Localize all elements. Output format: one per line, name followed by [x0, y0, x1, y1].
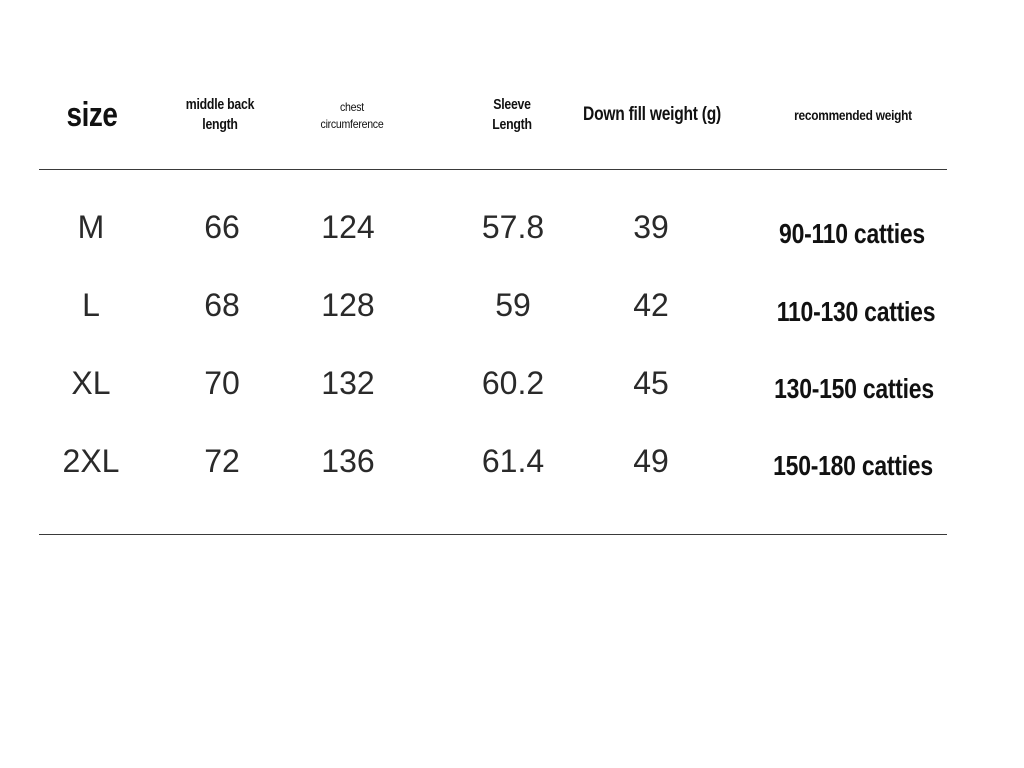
cell-recommended-weight: 90-110 catties	[779, 218, 925, 249]
header-chest-circumference-line-1: chest	[340, 100, 364, 114]
cell-recommended-weight: 110-130 catties	[776, 296, 936, 327]
footer-divider	[39, 534, 947, 535]
cell-chest-circumference: 136	[321, 443, 375, 479]
header-down-fill-weight: Down fill weight (g)	[583, 104, 721, 125]
header-recommended-weight: recommended weight	[794, 107, 912, 123]
cell-size: M	[77, 209, 105, 245]
cell-sleeve-length: 59	[495, 287, 531, 323]
cell-down-fill-weight: 49	[633, 443, 669, 479]
cell-sleeve-length: 61.4	[481, 443, 545, 479]
cell-size: XL	[71, 365, 111, 401]
cell-size: L	[82, 287, 100, 323]
header-chest-circumference	[321, 99, 384, 133]
header-divider	[39, 169, 947, 170]
header-chest-circumference-line-2: circumference	[320, 117, 384, 131]
cell-chest-circumference: 124	[321, 209, 375, 245]
cell-chest-circumference: 132	[321, 365, 375, 401]
cell-recommended-weight: 130-150 catties	[774, 373, 934, 404]
header-sleeve-length-line-2: Length	[492, 116, 532, 133]
header-size: size	[66, 96, 118, 134]
cell-middle-back-length: 68	[204, 287, 240, 323]
header-middle-back-length	[186, 95, 254, 135]
cell-sleeve-length: 57.8	[481, 209, 545, 245]
header-middle-back-length-line-1: middle back	[185, 96, 255, 113]
cell-down-fill-weight: 39	[633, 209, 669, 245]
cell-down-fill-weight: 42	[633, 287, 669, 323]
cell-middle-back-length: 66	[204, 209, 240, 245]
cell-recommended-weight: 150-180 catties	[773, 450, 933, 481]
header-middle-back-length-line-2: length	[202, 116, 238, 133]
cell-sleeve-length: 60.2	[481, 365, 545, 401]
cell-size: 2XL	[62, 443, 120, 479]
cell-middle-back-length: 72	[204, 443, 240, 479]
cell-middle-back-length: 70	[204, 365, 240, 401]
header-sleeve-length-line-1: Sleeve	[493, 96, 531, 113]
header-sleeve-length	[492, 95, 532, 135]
cell-down-fill-weight: 45	[633, 365, 669, 401]
cell-chest-circumference: 128	[321, 287, 375, 323]
